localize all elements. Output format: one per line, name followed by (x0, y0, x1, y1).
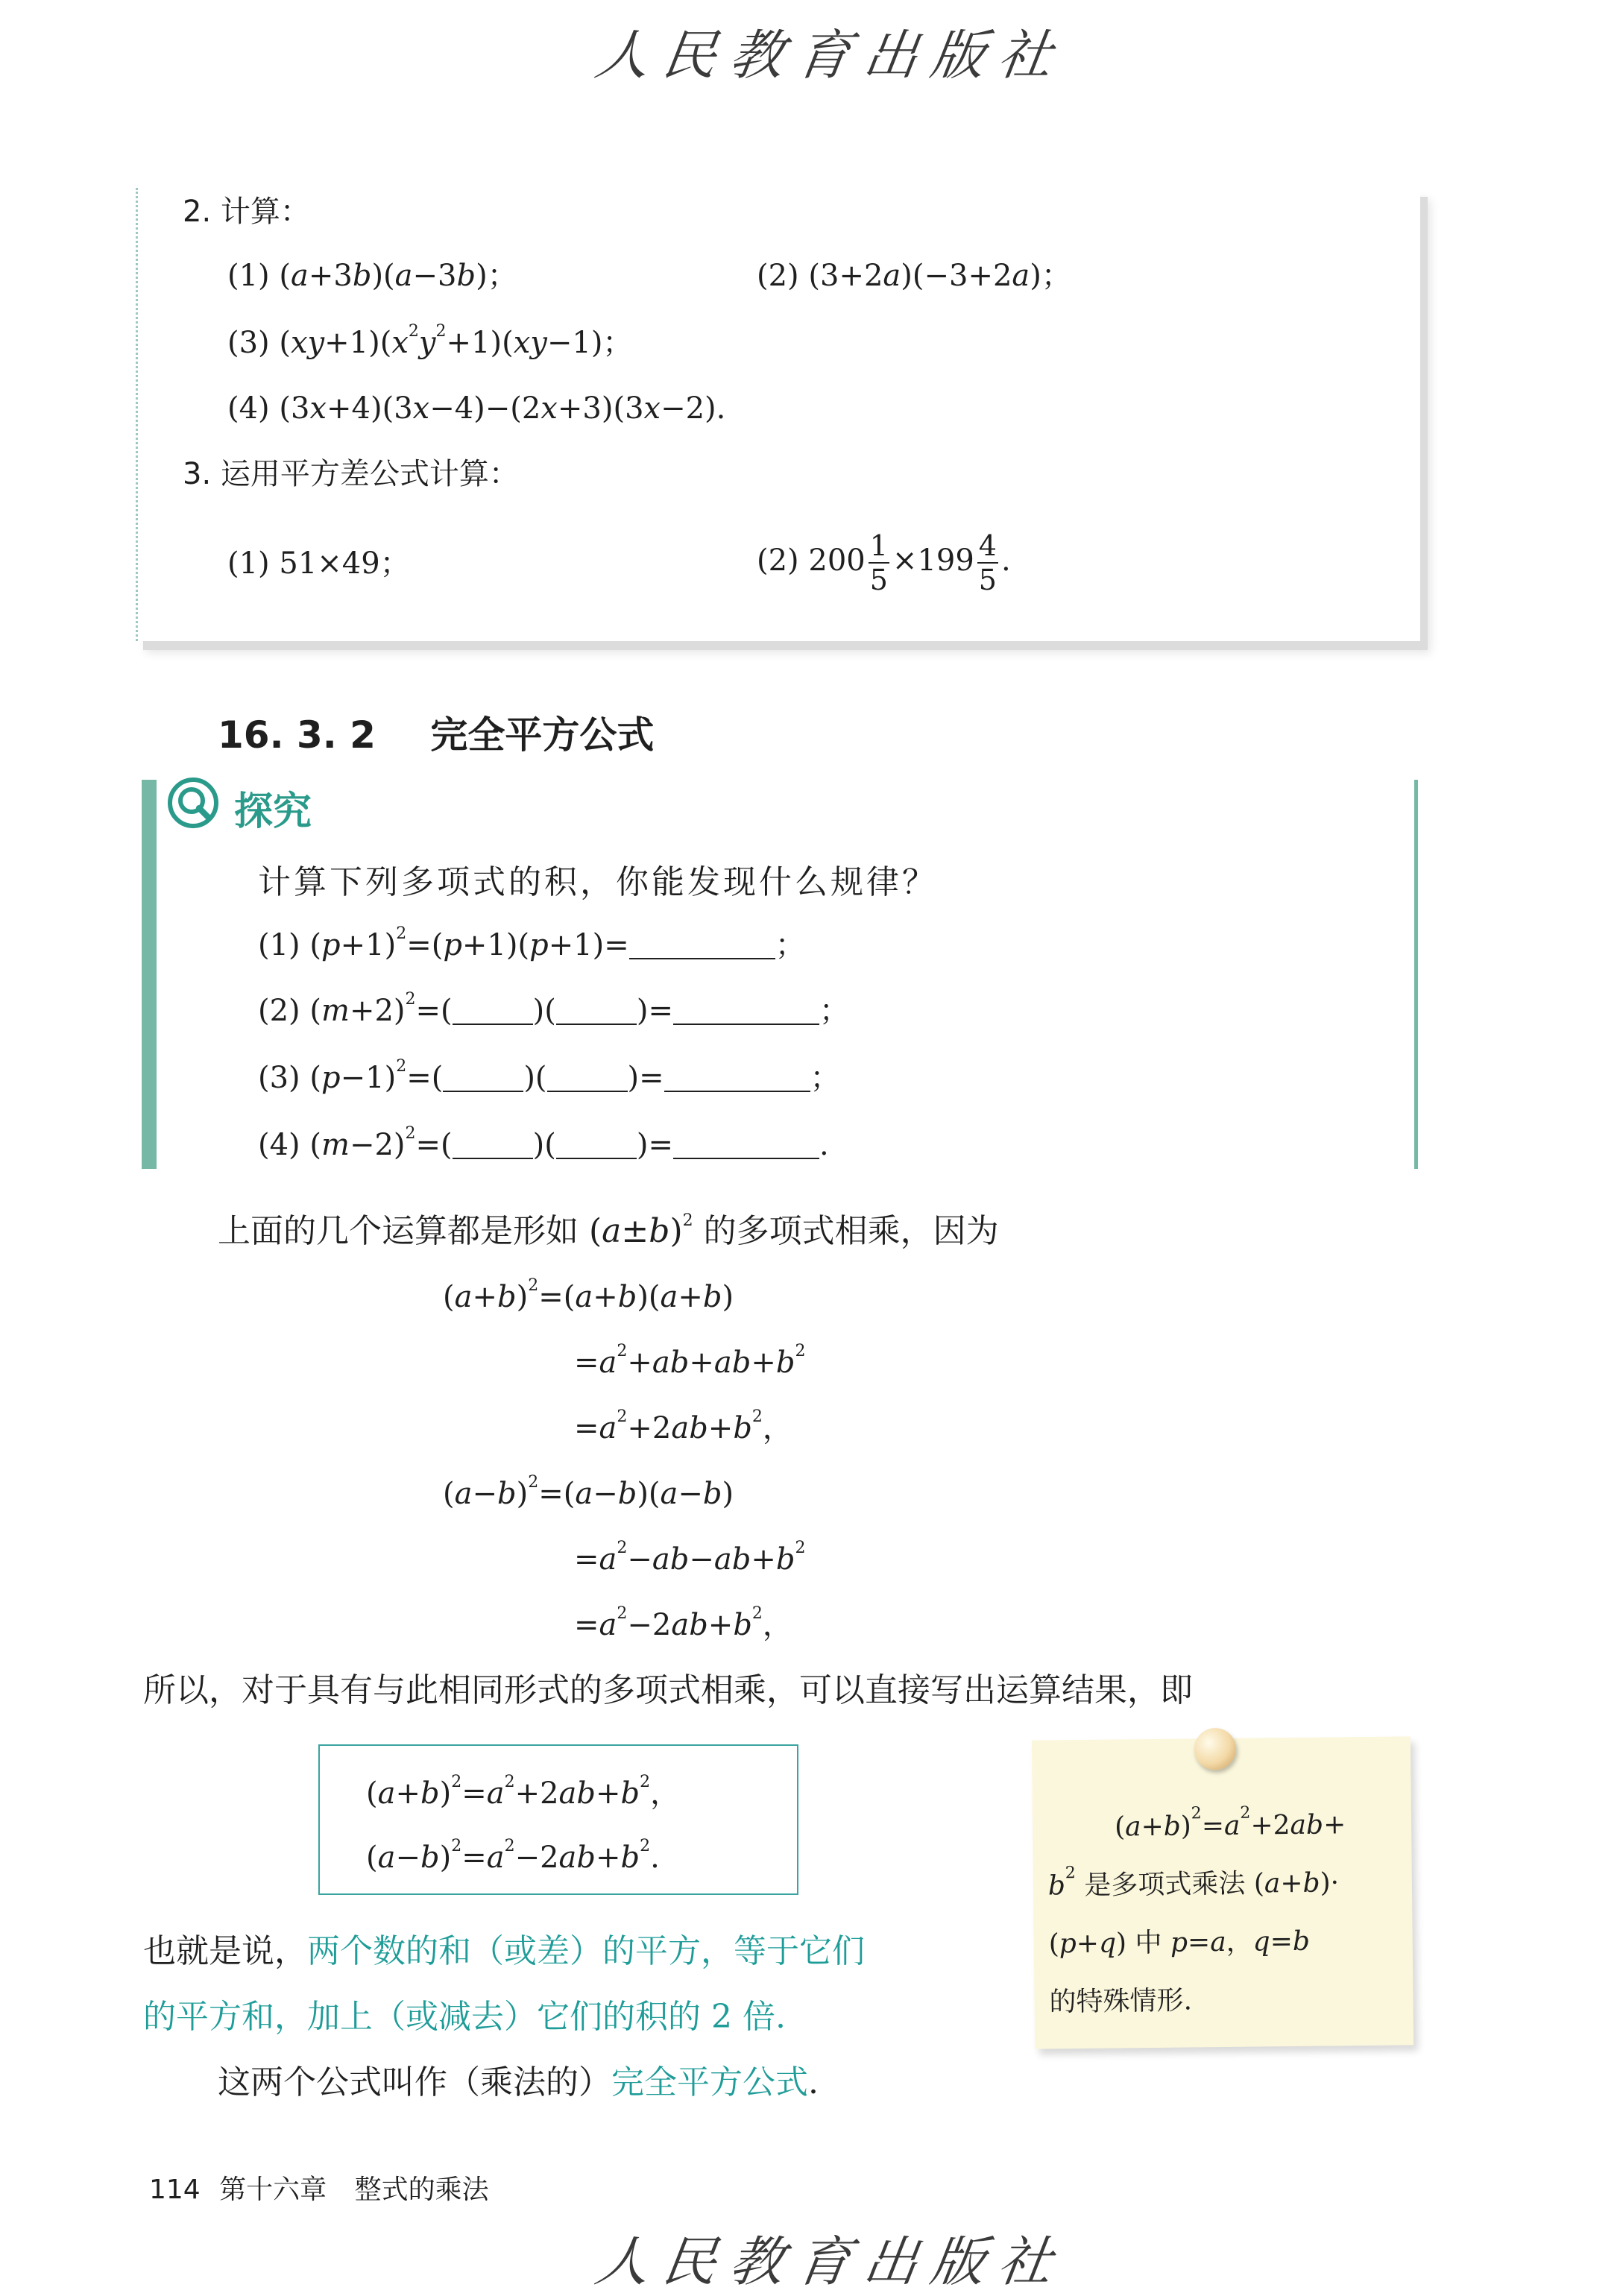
note-line-4: 的特殊情形. (1049, 1985, 1193, 2018)
derivation-plus-2: $=a^2+ab+ab+b^2$ (574, 1342, 806, 1380)
note-line-3: (p+q) 中 p=a，q=b (1048, 1926, 1311, 1960)
naming-line (218, 2063, 819, 2101)
exercise-2-4-label: (4) (227, 391, 270, 426)
rule-lead: 也就是说， (143, 1932, 307, 1970)
fraction-four-fifths: $\frac{4}{5}$ (978, 529, 997, 596)
explore-item-4: (4) $(m-2)^2=$( )( )= . (258, 1124, 829, 1162)
note-line-3-mid: 中 (1135, 1927, 1162, 1959)
explore-left-bar (142, 780, 157, 1169)
explore-title: 探究 (234, 789, 312, 834)
exercise-3-title: 3. 运用平方差公式计算： (183, 457, 519, 491)
section-number: 16. 3. 2 (218, 713, 376, 757)
derivation-plus-3: $=a^2+2ab+b^2$， (574, 1407, 792, 1445)
section-heading (218, 705, 654, 759)
answer-blank[interactable] (664, 1065, 810, 1092)
explore-item-1: (1) $(p+1)^2=(p+1)(p+1)=$ ； (258, 924, 805, 962)
formula-square-of-sum: $(a+b)^2=a^2+2ab+b^2$， (366, 1773, 681, 1811)
page-footer (149, 2174, 489, 2205)
derivation-minus-1: $(a-b)^2=(a-b)(a-b)$ (443, 1473, 734, 1511)
pushpin-icon (1194, 1728, 1237, 1770)
answer-blank[interactable] (673, 1132, 819, 1159)
explore-item-3: (3) $(p-1)^2=$( )( )= ； (258, 1057, 840, 1095)
answer-blank[interactable] (547, 1065, 628, 1092)
intro-post: 的多项式相乘，因为 (703, 1212, 999, 1250)
explore-item-2: (2) $(m+2)^2=$( )( )= ； (258, 990, 849, 1028)
naming-end: . (808, 2063, 819, 2101)
note-line-2-text: 是多项式乘法 (1084, 1868, 1246, 1901)
answer-blank[interactable] (556, 998, 637, 1025)
explore-block (142, 780, 1418, 1169)
formula-square-of-difference: $(a-b)^2=a^2-2ab+b^2$. (366, 1837, 660, 1875)
answer-blank[interactable] (673, 998, 819, 1025)
fraction-one-fifth: $\frac{1}{5}$ (869, 529, 888, 596)
formula-box (318, 1744, 798, 1895)
intro-pre: 上面的几个运算都是形如 (218, 1212, 579, 1250)
exercise-2-3: (3) $(xy+1)(x^2y^2+1)(xy-1)$； (227, 322, 633, 360)
conclusion-paragraph: 所以，对于具有与此相同形式的多项式相乘，可以直接写出运算结果，即 (143, 1671, 1193, 1709)
answer-blank[interactable] (443, 1065, 523, 1092)
naming-term: 完全平方公式 (611, 2063, 808, 2101)
exercise-2-title: 2. 计算： (183, 195, 310, 229)
note-line-2: $b^2$ 是多项式乘法 (a+b)· (1047, 1864, 1340, 1902)
intro-paragraph: 上面的几个运算都是形如 $(a\pm b)^2$ 的多项式相乘，因为 (218, 1211, 999, 1250)
magnifier-icon (167, 777, 219, 829)
naming-pre: 这两个公式叫作（乘法的） (218, 2063, 611, 2101)
explore-right-bar (1414, 780, 1418, 1169)
exercise-2-2-label: (2) (757, 259, 799, 293)
explore-prompt: 计算下列多项式的积，你能发现什么规律？ (258, 863, 938, 901)
derivation-minus-2: $=a^2-ab-ab+b^2$ (574, 1539, 806, 1577)
exercise-box (136, 188, 1420, 641)
rule-line-1 (143, 1932, 865, 1970)
answer-blank[interactable] (629, 933, 775, 959)
chapter-label: 第十六章 (219, 2174, 327, 2205)
derivation-plus-1: $(a+b)^2=(a+b)(a+b)$ (443, 1276, 734, 1314)
answer-blank[interactable] (453, 1132, 533, 1159)
exercise-2-3-label: (3) (227, 326, 270, 360)
rule-highlight-1: 两个数的和（或差）的平方，等于它们 (307, 1932, 865, 1970)
answer-blank[interactable] (556, 1132, 637, 1159)
exercise-2-1: (1) (a+3b)(a−3b)； (227, 259, 517, 293)
explore-item-4-label: (4) (258, 1128, 300, 1162)
chapter-title: 整式的乘法 (354, 2174, 489, 2205)
exercise-2-1-label: (1) (227, 259, 270, 293)
exercise-3-2-label: (2) (757, 543, 799, 578)
exercise-3-1: (1) 51×49； (227, 546, 410, 581)
rule-highlight-2: 的平方和，加上（或减去）它们的积的 2 倍. (143, 1998, 786, 2036)
publisher-header: 人民教育出版社 (591, 24, 1071, 86)
exercise-2-2: (2) (3+2a)(−3+2a)； (757, 259, 1071, 293)
page-number: 114 (149, 2174, 201, 2205)
exercise-2-4: (4) (3x+4)(3x−4)−(2x+3)(3x−2). (227, 391, 726, 426)
explore-item-1-label: (1) (258, 928, 300, 962)
explore-item-2-label: (2) (258, 994, 300, 1028)
exercise-3-1-label: (1) (227, 546, 270, 581)
answer-blank[interactable] (453, 998, 533, 1025)
explore-item-3-label: (3) (258, 1061, 300, 1095)
section-title: 完全平方公式 (430, 713, 655, 757)
exercise-3-2: (2) 200 $\frac{1}{5}$ ×199 $\frac{4}{5}$ . (757, 529, 1011, 596)
derivation-minus-3: $=a^2-2ab+b^2$， (574, 1604, 792, 1642)
note-line-1: $(a+b)^2=a^2+2ab+$ (1114, 1803, 1346, 1843)
side-note (1032, 1736, 1413, 2049)
publisher-footer: 人民教育出版社 (591, 2230, 1071, 2293)
